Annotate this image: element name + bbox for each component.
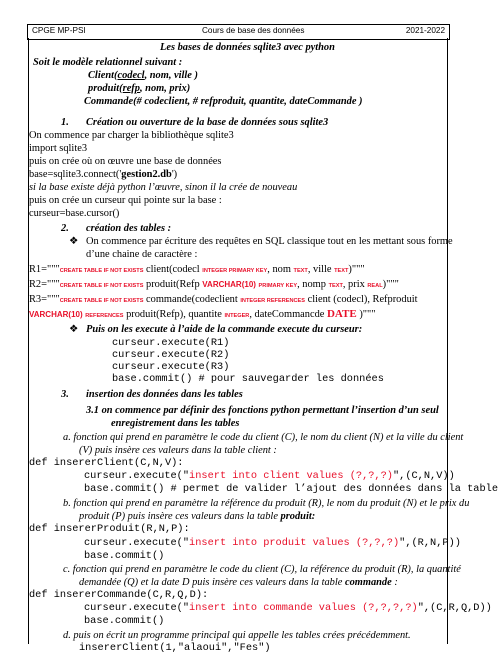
code-line: curseur.execute("insert into client values (?,?,?)",(C,N,V)) bbox=[84, 470, 455, 482]
code-line: curseur.execute(R2) bbox=[112, 349, 230, 361]
model-intro: Soit le modèle relationnel suivant : bbox=[33, 57, 183, 68]
model-produit: produit(refp, nom, prix) bbox=[88, 83, 191, 94]
item-a-line2: (V) puis insère ces valeurs dans la table client : bbox=[79, 445, 277, 456]
item-b-line1: b. fonction qui prend en paramètre la référence du produit (R), le nom du produit (N) et le prix du bbox=[63, 498, 470, 509]
diamond-bullet-icon: ❖ bbox=[69, 324, 79, 335]
code-def-commande: def insererCommande(C,R,Q,D): bbox=[29, 589, 209, 601]
model-commande: Commande(# codeclient, # refproduit, quantite, dateCommande ) bbox=[84, 96, 363, 107]
doc-title: Les bases de données sqlite3 avec python bbox=[160, 42, 335, 53]
s3-sub-line2: enregistrement dans les tables bbox=[111, 418, 240, 429]
s3-num: 3. bbox=[61, 389, 69, 400]
header-left: CPGE MP-PSI bbox=[32, 26, 86, 35]
header-right: 2021-2022 bbox=[405, 26, 445, 35]
s1-line6: puis on crée un curseur qui pointe sur la base : bbox=[29, 195, 222, 206]
header-center: Cours de base des données bbox=[202, 26, 305, 35]
s1-line5: si la base existe déjà python l’œuvre, sinon il la crée de nouveau bbox=[29, 182, 298, 193]
code-line: curseur.execute(R3) bbox=[112, 361, 230, 373]
s1-line1: On commence par charger la bibliothèque sqlite3 bbox=[29, 130, 234, 141]
item-d-line1: d. puis on écrit un programme principal qui appelle les tables crées précédemment. bbox=[63, 630, 411, 641]
s2-num: 2. bbox=[61, 223, 69, 234]
s1-num: 1. bbox=[61, 117, 69, 128]
code-line: base.commit() bbox=[84, 550, 165, 562]
model-client: Client(codecl, nom, ville ) bbox=[88, 70, 198, 81]
item-c-line1: c. fonction qui prend en paramètre le code du client (C), la référence du produit (R), la quantité bbox=[63, 564, 461, 575]
s1-line7: curseur=base.cursor() bbox=[29, 208, 120, 219]
code-line: curseur.execute("insert into produit values (?,?,?)",(R,N,P)) bbox=[84, 537, 461, 549]
sql-r3-cont: VARCHAR(10) REFERENCES produit(Refp), quantite INTEGER, dateCommancde DATE )""" bbox=[29, 308, 376, 320]
s1-line2: import sqlite3 bbox=[29, 143, 88, 154]
item-a-line1: a. fonction qui prend en paramètre le code du client (C), le nom du client (N) et la ville du client bbox=[63, 432, 464, 443]
s2-title: création des tables : bbox=[86, 223, 172, 234]
sql-r1: R1="""CREATE TABLE IF NOT EXISTS client(codecl INTEGER PRIMARY KEY, nom TEXT, ville TEXT)""" bbox=[29, 264, 365, 275]
code-line: insererClient(1,"alaoui","Fes") bbox=[79, 642, 271, 654]
code-line: base.commit() # pour sauvegarder les données bbox=[112, 373, 384, 385]
code-def-client: def insererClient(C,N,V): bbox=[29, 457, 184, 469]
s1-line4: base=sqlite3.connect('gestion2.db') bbox=[29, 169, 178, 180]
s2-bullet1: On commence par écriture des requêtes en SQL classique tout en les mettant sous forme bbox=[86, 236, 453, 247]
s2-bullet2: Puis on les execute à l’aide de la commande execute du curseur: bbox=[86, 324, 363, 335]
s1-line3: puis on crée où on œuvre une base de données bbox=[29, 156, 222, 167]
code-line: curseur.execute("insert into commande values (?,?,?,?)",(C,R,Q,D)) bbox=[84, 602, 492, 614]
code-line: base.commit() bbox=[84, 615, 165, 627]
code-def-produit: def insererProduit(R,N,P): bbox=[29, 523, 190, 535]
s3-sub-line1: 3.1 on commence par définir des fonctions python permettant l’insertion d’un seul bbox=[86, 405, 439, 416]
item-b-line2: produit (P) puis insère ces valeurs dans la table produit: bbox=[79, 511, 316, 522]
diamond-bullet-icon: ❖ bbox=[69, 236, 79, 247]
item-c-line2: demandée (Q) et la date D puis insère ces valeurs dans la table commande : bbox=[79, 577, 398, 588]
sql-r3: R3="""CREATE TABLE IF NOT EXISTS commande(codeclient INTEGER REFERENCES client (codecl), Refproduit bbox=[29, 294, 418, 305]
code-line: curseur.execute(R1) bbox=[112, 337, 230, 349]
s3-title: insertion des données dans les tables bbox=[86, 389, 243, 400]
code-line: base.commit() # permet de valider l’ajout des données dans la table bbox=[84, 483, 498, 495]
s2-bullet1-cont: d’une chaine de caractère : bbox=[86, 249, 198, 260]
s1-title: Création ou ouverture de la base de données sous sqlite3 bbox=[86, 117, 329, 128]
sql-r2: R2="""CREATE TABLE IF NOT EXISTS produit(Refp VARCHAR(10) PRIMARY KEY, nomp TEXT, prix REAL)""" bbox=[29, 279, 399, 290]
